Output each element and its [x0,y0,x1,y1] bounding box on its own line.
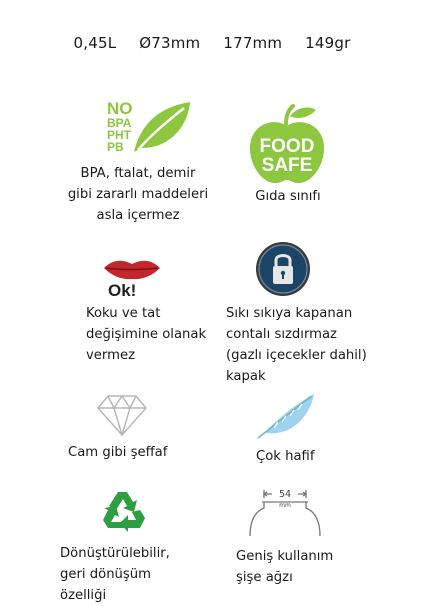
no-bpa-leaf-icon [104,96,192,158]
odor-line: değişimine olanak [86,327,207,342]
recycle-line: özelliği [60,588,107,603]
bottle-mouth-icon [244,486,328,538]
svg-text:Ok!: Ok! [108,281,137,300]
food-line: Gıda sınıfı [255,189,321,204]
bpa-line: asla içermez [96,208,180,223]
light-line: Çok hafif [256,449,315,464]
mouth-feature-text [236,546,386,588]
height-spec: 177mm [223,34,283,52]
svg-text:NO: NO [107,99,133,118]
feather-icon [254,392,316,442]
seal-line: kapak [226,369,266,384]
svg-text:SAFE: SAFE [261,155,313,176]
glass-line: Cam gibi şeffaf [68,445,168,460]
recycle-feature-text [60,543,220,606]
lips-ok-icon [100,254,164,300]
recycle-line: Dönüştürülebilir, [60,546,170,561]
seal-line: Sıkı sıkıya kapanan [226,306,353,321]
recycle-icon [100,488,148,532]
light-feature-text [256,446,376,467]
svg-text:FOOD: FOOD [259,136,315,157]
spec-row [0,34,424,52]
glass-feature-text [68,442,218,463]
sealed-cap-icon [254,240,312,298]
seal-line: (gazlı içecekler dahil) [226,348,367,363]
odor-line: Koku ve tat [86,306,161,321]
odor-line: vermez [86,348,135,363]
food-safe-apple-icon [246,102,328,186]
diamond-icon [96,393,148,437]
food-safe-feature-text [228,186,348,207]
seal-line: contalı sızdırmaz [226,327,337,342]
svg-text:mm: mm [279,502,291,509]
svg-text:PB: PB [107,140,124,154]
odor-feature-text [86,303,226,366]
bpa-line: gibi zararlı maddeleri [67,187,209,202]
diameter-spec: Ø73mm [139,34,201,52]
weight-spec: 149gr [305,34,351,52]
svg-text:54: 54 [278,489,292,500]
bpa-line: BPA, ftalat, demir [80,166,196,181]
mouth-line: şişe ağzı [236,570,293,585]
seal-feature-text [226,303,406,387]
volume-spec: 0,45L [73,34,117,52]
svg-text:BPA: BPA [107,116,132,130]
recycle-line: geri dönüşüm [60,567,151,582]
svg-text:PHT: PHT [107,128,131,142]
bpa-feature-text [58,163,218,226]
mouth-line: Geniş kullanım [236,549,334,564]
